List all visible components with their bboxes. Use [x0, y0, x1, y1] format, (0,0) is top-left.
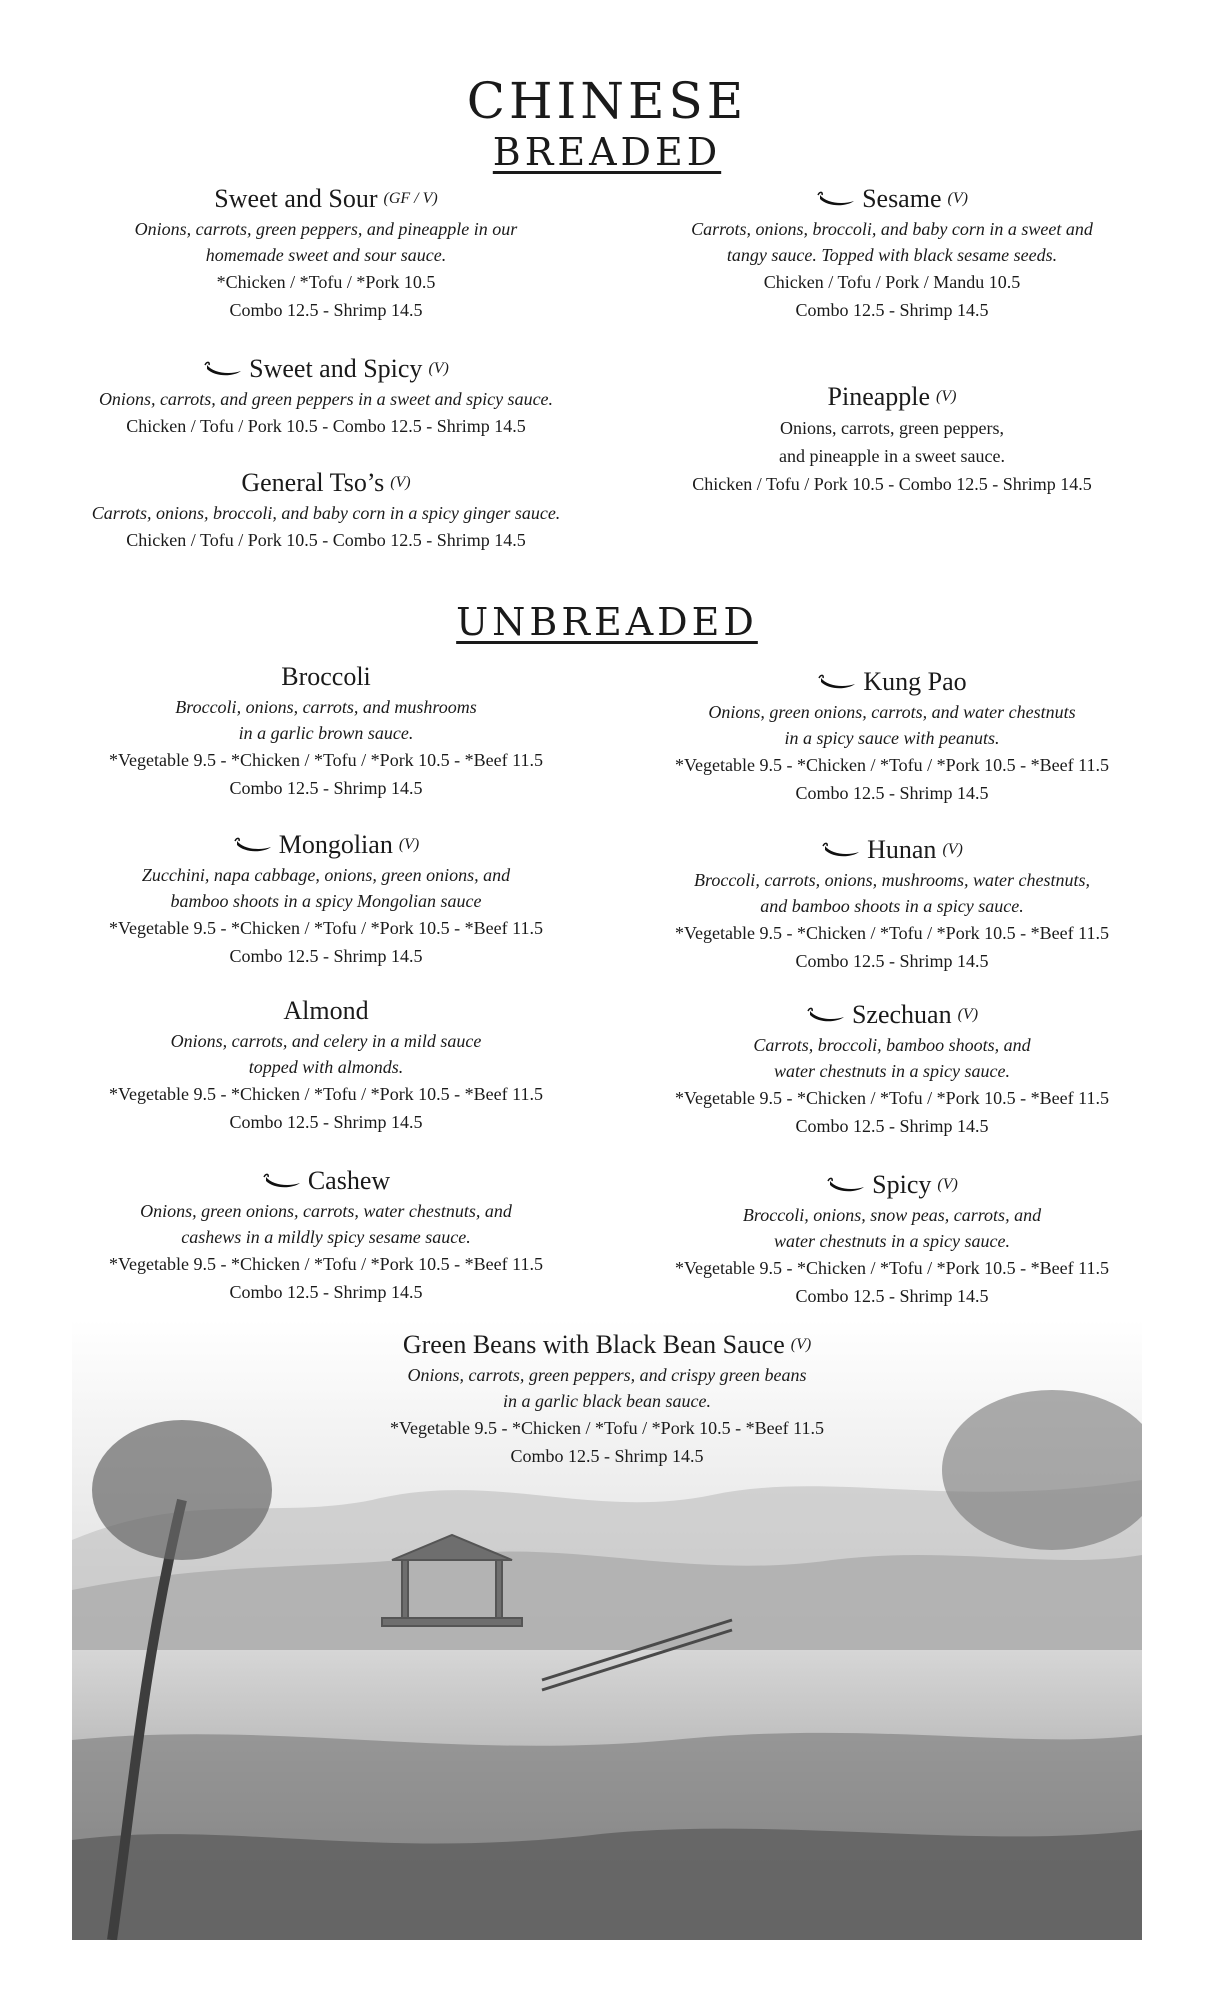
chili-pepper-icon — [817, 672, 857, 692]
item-diet: (V) — [957, 1006, 979, 1023]
item-name: Green Beans with Black Bean Sauce — [402, 1330, 785, 1359]
item-description: Carrots, onions, broccoli, and baby corn in a sweet and tangy sauce. Topped with black sesame seeds. — [691, 219, 1093, 265]
item-name: Cashew — [307, 1166, 391, 1195]
menu-item-sesame — [632, 182, 1152, 324]
item-diet: (V) — [398, 836, 420, 853]
menu-item-spicy — [632, 1168, 1152, 1310]
menu-item-general-tsos — [66, 466, 586, 554]
item-description: Broccoli, carrots, onions, mushrooms, water chestnuts, and bamboo shoots in a spicy sauce. — [694, 870, 1090, 916]
item-diet: (V) — [947, 190, 968, 207]
item-price: Chicken / Tofu / Pork / Mandu 10.5 Combo 12.5 - Shrimp 14.5 — [763, 272, 1021, 320]
item-description: Carrots, onions, broccoli, and baby corn in a spicy ginger sauce. — [91, 503, 561, 523]
menu-item-broccoli — [66, 660, 586, 802]
item-description: Onions, green onions, carrots, and water chestnuts in a spicy sauce with peanuts. — [708, 702, 1076, 748]
item-price: Chicken / Tofu / Pork 10.5 - Combo 12.5 - Shrimp 14.5 — [126, 530, 526, 550]
item-description: Zucchini, napa cabbage, onions, green onions, and bamboo shoots in a spicy Mongolian sauce — [141, 865, 511, 911]
item-diet: (V) — [936, 388, 957, 405]
section-title-unbreaded: UNBREADED — [456, 600, 758, 644]
item-price: *Vegetable 9.5 - *Chicken / *Tofu / *Pork 10.5 - *Beef 11.5 Combo 12.5 - Shrimp 14.5 — [390, 1418, 824, 1466]
item-name: Sesame — [862, 184, 942, 213]
item-diet: (V) — [790, 1336, 812, 1353]
item-diet: (V) — [390, 474, 411, 491]
menu-item-kung-pao — [632, 665, 1152, 807]
item-name: Sweet and Sour — [214, 184, 378, 213]
item-description: Onions, carrots, green peppers, and pineapple in our homemade sweet and sour sauce. — [134, 219, 518, 265]
item-name: Pineapple — [827, 382, 931, 411]
item-name: Hunan — [867, 835, 937, 864]
item-name: Broccoli — [281, 662, 371, 691]
item-description: Carrots, broccoli, bamboo shoots, and water chestnuts in a spicy sauce. — [753, 1035, 1031, 1081]
chili-pepper-icon — [816, 189, 856, 209]
item-description: Onions, carrots, and celery in a mild sauce topped with almonds. — [170, 1031, 482, 1077]
menu-item-almond — [66, 994, 586, 1136]
item-name: Mongolian — [278, 830, 393, 859]
item-price: *Vegetable 9.5 - *Chicken / *Tofu / *Pork 10.5 - *Beef 11.5 Combo 12.5 - Shrimp 14.5 — [109, 1084, 543, 1132]
menu-title: CHINESE — [466, 72, 748, 130]
item-description: Onions, carrots, green peppers, and crispy green beans in a garlic black bean sauce. — [407, 1365, 807, 1411]
item-price: *Vegetable 9.5 - *Chicken / *Tofu / *Pork 10.5 - *Beef 11.5 Combo 12.5 - Shrimp 14.5 — [675, 923, 1109, 971]
item-diet: (V) — [428, 360, 449, 377]
menu-item-cashew — [66, 1164, 586, 1306]
chili-pepper-icon — [821, 840, 861, 860]
menu-item-green-beans-black-bean-sauce — [347, 1328, 867, 1470]
chili-pepper-icon — [806, 1005, 846, 1025]
menu-item-pineapple — [632, 380, 1152, 498]
chili-pepper-icon — [203, 359, 243, 379]
item-price: Chicken / Tofu / Pork 10.5 - Combo 12.5 - Shrimp 14.5 — [126, 416, 526, 436]
item-price: Onions, carrots, green peppers, and pineapple in a sweet sauce. Chicken / Tofu / Pork 10.5 - Combo 12.5 - Shrimp 14.5 — [692, 418, 1092, 494]
menu-item-sweet-and-sour — [66, 182, 586, 324]
item-price: *Vegetable 9.5 - *Chicken / *Tofu / *Pork 10.5 - *Beef 11.5 Combo 12.5 - Shrimp 14.5 — [675, 1088, 1109, 1136]
item-description: Onions, carrots, and green peppers in a sweet and spicy sauce. — [98, 389, 554, 409]
item-price: *Vegetable 9.5 - *Chicken / *Tofu / *Pork 10.5 - *Beef 11.5 Combo 12.5 - Shrimp 14.5 — [109, 1254, 543, 1302]
section-title-breaded: BREADED — [492, 130, 722, 174]
item-price: *Vegetable 9.5 - *Chicken / *Tofu / *Pork 10.5 - *Beef 11.5 Combo 12.5 - Shrimp 14.5 — [109, 918, 543, 966]
item-price: *Chicken / *Tofu / *Pork 10.5 Combo 12.5 - Shrimp 14.5 — [216, 272, 436, 320]
menu-item-sweet-and-spicy — [66, 352, 586, 440]
item-price: *Vegetable 9.5 - *Chicken / *Tofu / *Pork 10.5 - *Beef 11.5 Combo 12.5 - Shrimp 14.5 — [675, 1258, 1109, 1306]
item-diet: (V) — [937, 1176, 958, 1193]
item-description: Broccoli, onions, carrots, and mushrooms in a garlic brown sauce. — [175, 697, 477, 743]
item-price: *Vegetable 9.5 - *Chicken / *Tofu / *Pork 10.5 - *Beef 11.5 Combo 12.5 - Shrimp 14.5 — [675, 755, 1109, 803]
item-name: Almond — [283, 996, 369, 1025]
menu-item-mongolian — [66, 828, 586, 970]
item-description: Broccoli, onions, snow peas, carrots, and water chestnuts in a spicy sauce. — [742, 1205, 1042, 1251]
menu-item-szechuan — [632, 998, 1152, 1140]
item-price: *Vegetable 9.5 - *Chicken / *Tofu / *Pork 10.5 - *Beef 11.5 Combo 12.5 - Shrimp 14.5 — [109, 750, 543, 798]
chili-pepper-icon — [262, 1171, 302, 1191]
item-name: General Tso’s — [241, 468, 385, 497]
item-name: Spicy — [872, 1170, 932, 1199]
item-name: Szechuan — [851, 1000, 952, 1029]
item-name: Sweet and Spicy — [249, 354, 423, 383]
chili-pepper-icon — [826, 1175, 866, 1195]
chili-pepper-icon — [233, 835, 273, 855]
item-diet: (V) — [942, 841, 963, 858]
item-diet: (GF / V) — [383, 190, 438, 207]
menu-item-hunan — [632, 833, 1152, 975]
item-name: Kung Pao — [863, 667, 967, 696]
item-description: Onions, green onions, carrots, water chestnuts, and cashews in a mildly spicy sesame sauce. — [140, 1201, 512, 1247]
